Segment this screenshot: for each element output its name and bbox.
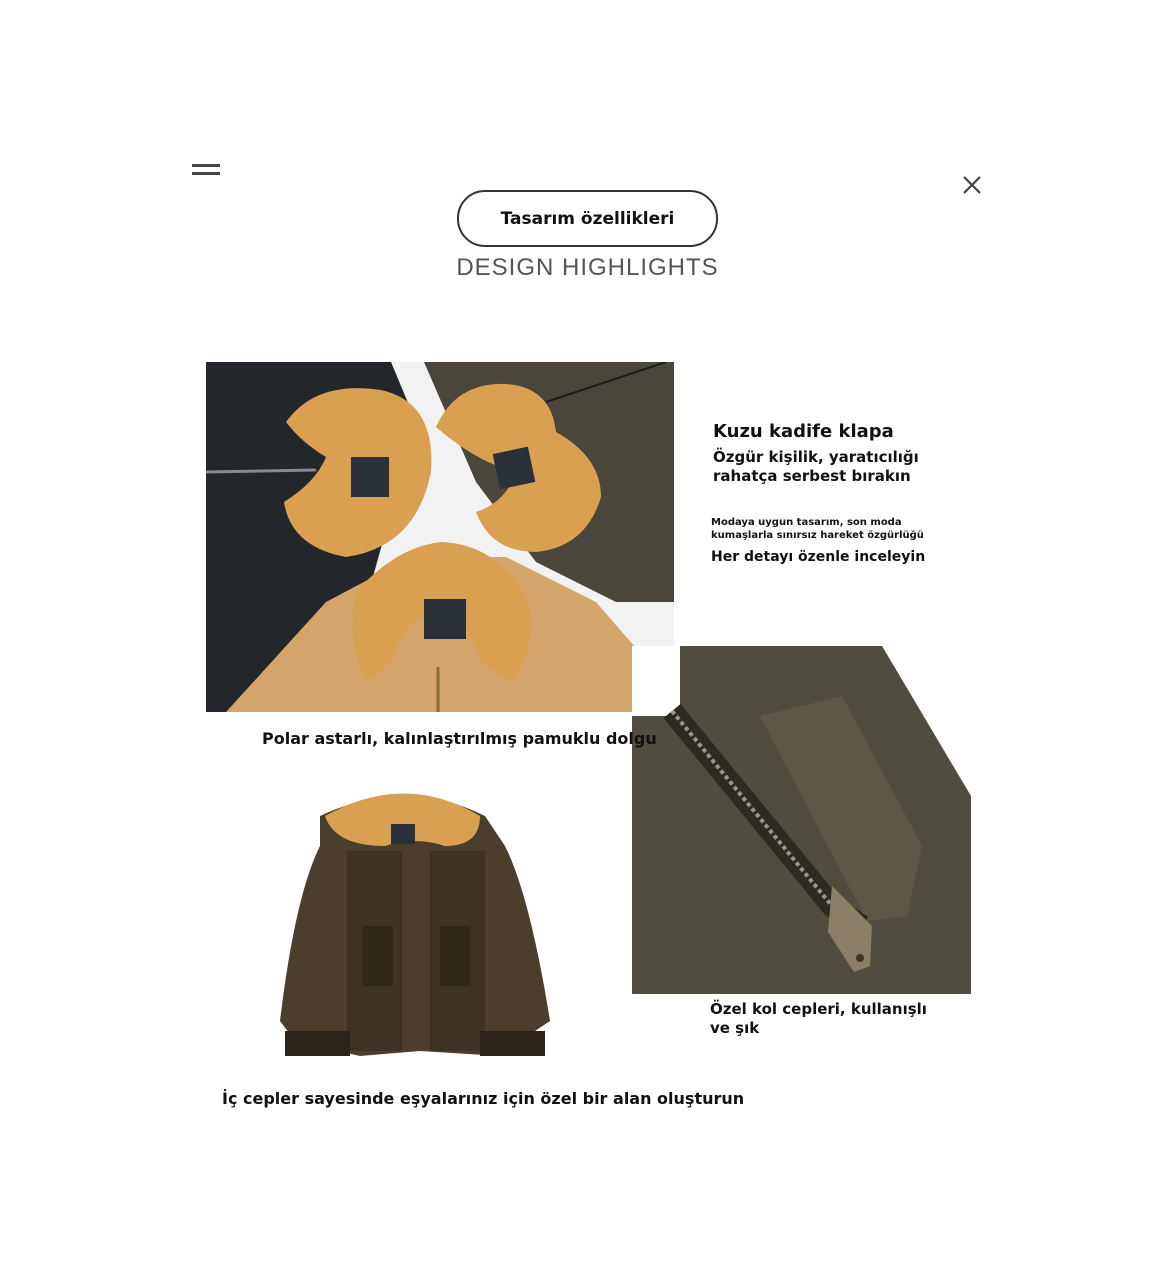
badge-label: Tasarım özellikleri: [500, 208, 675, 229]
lining-caption: Polar astarlı, kalınlaştırılmış pamuklu dolgu: [262, 729, 657, 748]
sleeve-pocket-photo: [632, 646, 971, 994]
design-features-badge: [457, 190, 718, 247]
collar-feature-title: Kuzu kadife klapa: [713, 421, 894, 442]
collar-feature-detail: Her detayı özenle inceleyin: [711, 549, 926, 565]
inner-pockets-caption: İç cepler sayesinde eşyalarınız için özel bir alan oluşturun: [222, 1089, 745, 1108]
design-highlights-heading: DESIGN HIGHLIGHTS: [456, 254, 719, 281]
inner-lining-photo: [265, 776, 565, 1076]
close-icon[interactable]: [960, 173, 984, 197]
hamburger-menu-icon[interactable]: [192, 164, 220, 178]
collar-jackets-photo: [206, 362, 674, 712]
collar-feature-small-text: Modaya uygun tasarım, son moda kumaşlarla sınırsız hareket özgürlüğü: [711, 517, 924, 541]
collar-feature-subtitle: Özgür kişilik, yaratıcılığı rahatça serbest bırakın: [713, 448, 919, 485]
sleeve-pocket-caption: Özel kol cepleri, kullanışlı ve şık: [710, 1000, 927, 1037]
